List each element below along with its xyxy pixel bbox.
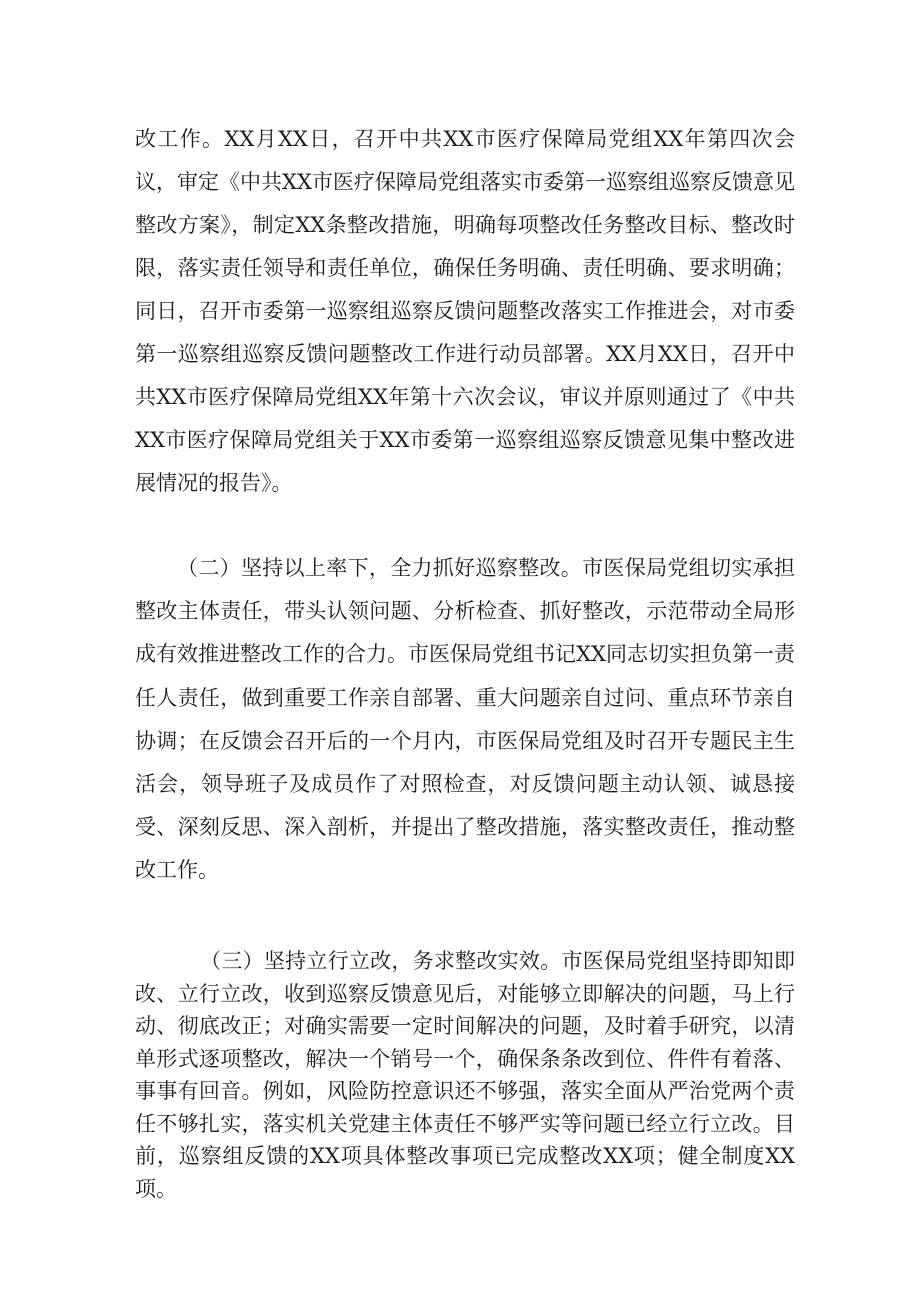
paragraph-section-2: （二）坚持以上率下，全力抓好巡察整改。市医保局党组切实承担整改主体责任，带头认领问题、分析检查、抓好整改，示范带动全局形成有效推进整改工作的合力。市医保局党组书记XX同志切实担负第一责任人责任，做到重要工作亲自部署、重大问题亲自过问、重点环节亲自协调；在反馈会召开后的一个月内，市医保局党组及时召开专题民主生活会，领导班子及成员作了对照检查，对反馈问题主动认领、诚恳接受、深刻反思、深入剖析，并提出了整改措施，落实整改责任，推动整改工作。 <box>135 556 795 883</box>
paragraph-section-3: （三）坚持立行立改，务求整改实效。市医保局党组坚持即知即改、立行立改，收到巡察反馈意见后，对能够立即解决的问题，马上行动、彻底改正；对确实需要一定时间解决的问题，及时着手研究，以清单形式逐项整改，解决一个销号一个，确保条条改到位、件件有着落、事事有回音。例如，风险防控意识还不够强，落实全面从严治党两个责任不够扎实，落实机关党建主体责任不够严实等问题已经立行立改。目前，巡察组反馈的XX项具体整改事项已完成整改XX项；健全制度XX项。 <box>135 949 795 1201</box>
paragraph-continuation: 改工作。XX月XX日，召开中共XX市医疗保障局党组XX年第四次会议，审定《中共XX市医疗保障局党组落实市委第一巡察组巡察反馈意见整改方案》，制定XX条整改措施，明确每项整改任务整改目标、整改时限，落实责任领导和责任单位，确保任务明确、责任明确、要求明确；同日，召开市委第一巡察组巡察反馈问题整改落实工作推进会，对市委第一巡察组巡察反馈问题整改工作进行动员部署。XX月XX日，召开中共XX市医疗保障局党组XX年第十六次会议，审议并原则通过了《中共XX市医疗保障局党组关于XX市委第一巡察组巡察反馈意见集中整改进展情况的报告》。 <box>135 127 795 495</box>
